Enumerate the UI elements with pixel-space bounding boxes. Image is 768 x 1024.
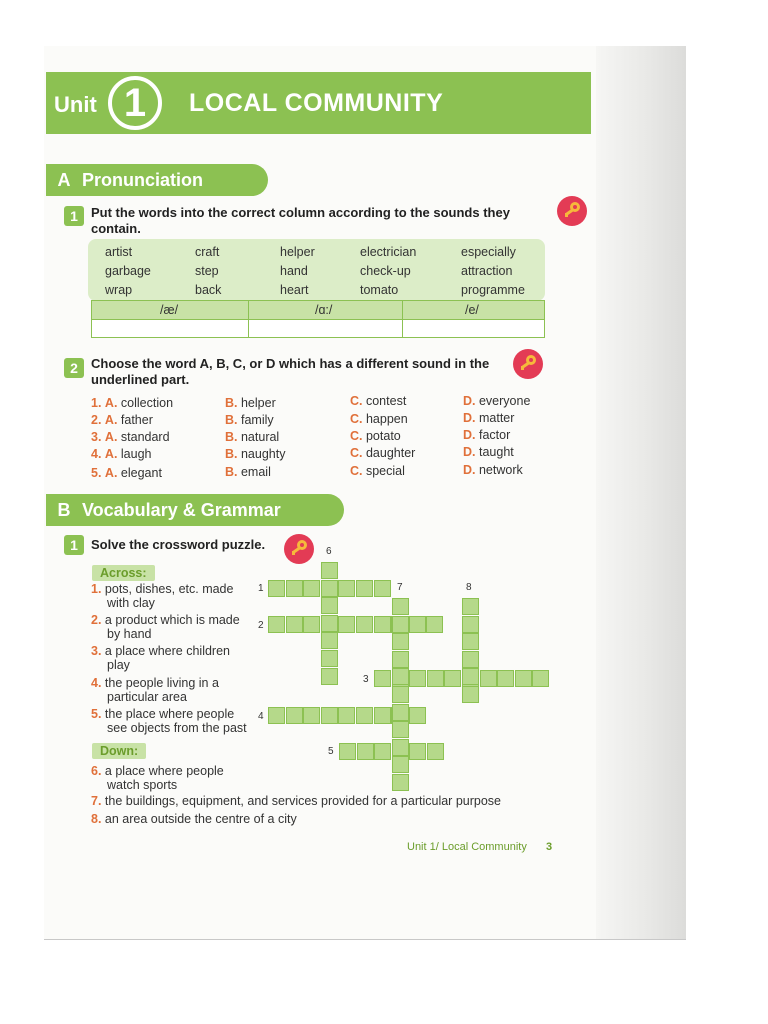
option-row[interactable]: 2. A. father: [91, 413, 153, 427]
section-a-letter: A: [57, 170, 71, 190]
section-a-title: Pronunciation: [82, 170, 203, 190]
clue-across-3: 3. a place where children play: [91, 644, 230, 672]
crossword-cell[interactable]: [462, 616, 479, 633]
crossword-cell[interactable]: [392, 756, 409, 773]
option-d[interactable]: D. factor: [463, 428, 511, 442]
word: heart: [280, 283, 309, 297]
option-row[interactable]: 5. A. elegant: [91, 466, 162, 480]
crossword-cell[interactable]: [392, 633, 409, 650]
crossword-cell[interactable]: [321, 580, 338, 597]
crossword-cell[interactable]: [392, 704, 409, 721]
section-b-title: Vocabulary & Grammar: [82, 500, 281, 520]
option-row[interactable]: 1. A. collection: [91, 396, 174, 410]
sound-column-a-long: /ɑ:/: [315, 303, 333, 317]
crossword-cell[interactable]: [392, 598, 409, 615]
option-b[interactable]: B. natural: [225, 430, 280, 444]
word: artist: [105, 245, 133, 259]
option-row[interactable]: 4. A. laugh: [91, 447, 152, 461]
word: tomato: [360, 283, 399, 297]
crossword-cell[interactable]: [321, 597, 338, 614]
crossword-cell[interactable]: [409, 616, 426, 633]
word: step: [195, 264, 219, 278]
crossword-cell[interactable]: [268, 616, 285, 633]
option-d[interactable]: D. taught: [463, 445, 514, 459]
crossword-cell[interactable]: [374, 616, 391, 633]
crossword-cell[interactable]: [480, 670, 497, 687]
crossword-cell[interactable]: [392, 616, 409, 633]
word: electrician: [360, 245, 417, 259]
crossword-cell[interactable]: [356, 580, 373, 597]
unit-title: LOCAL COMMUNITY: [189, 89, 444, 117]
crossword-cell[interactable]: [462, 598, 479, 615]
section-b-letter: B: [57, 500, 71, 520]
crossword-cell[interactable]: [338, 616, 355, 633]
exercise-a2-number: 2: [64, 358, 84, 378]
crossword-cell[interactable]: [339, 743, 356, 760]
crossword-cell[interactable]: [392, 668, 409, 685]
crossword-cell[interactable]: [444, 670, 461, 687]
crossword-cell[interactable]: [321, 615, 338, 632]
crossword-cell[interactable]: [392, 774, 409, 791]
crossword-cell[interactable]: [303, 616, 320, 633]
clue-across-2: 2. a product which is made by hand: [91, 613, 240, 641]
crossword-cell[interactable]: [427, 743, 444, 760]
exercise-a1-instruction: Put the words into the correct column according to the sounds they contain.: [91, 205, 510, 236]
crossword-cell[interactable]: [409, 743, 426, 760]
crossword-cell[interactable]: [338, 707, 355, 724]
clue-down-7: 7. the buildings, equipment, and services provided for a particular purpose: [91, 794, 501, 808]
crossword-cell[interactable]: [321, 632, 338, 649]
option-d[interactable]: D. network: [463, 463, 523, 477]
grid-number: 4: [258, 711, 264, 722]
option-b[interactable]: B. family: [225, 413, 274, 427]
crossword-cell[interactable]: [374, 743, 391, 760]
unit-label: Unit: [54, 92, 97, 117]
exercise-b1-number: 1: [64, 535, 84, 555]
crossword-cell[interactable]: [303, 707, 320, 724]
crossword-cell[interactable]: [357, 743, 374, 760]
word: wrap: [105, 283, 133, 297]
word: garbage: [105, 264, 151, 278]
crossword-cell[interactable]: [392, 721, 409, 738]
grid-number: 5: [328, 746, 334, 757]
option-b[interactable]: B. helper: [225, 396, 276, 410]
crossword-cell[interactable]: [426, 616, 443, 633]
crossword-cell[interactable]: [321, 668, 338, 685]
option-b[interactable]: B. naughty: [225, 447, 286, 461]
crossword-cell[interactable]: [268, 580, 285, 597]
crossword-cell[interactable]: [462, 686, 479, 703]
crossword-cell[interactable]: [374, 580, 391, 597]
crossword-cell[interactable]: [515, 670, 532, 687]
clue-across-1: 1. pots, dishes, etc. made with clay: [91, 582, 234, 610]
word: especially: [461, 245, 516, 259]
word: hand: [280, 264, 308, 278]
grid-number: 3: [363, 674, 369, 685]
crossword-cell[interactable]: [321, 650, 338, 667]
crossword-cell[interactable]: [409, 670, 426, 687]
grid-number: 7: [397, 582, 403, 593]
footer-text: Unit 1/ Local Community: [407, 841, 527, 853]
crossword-cell[interactable]: [286, 580, 303, 597]
crossword-cell[interactable]: [374, 670, 391, 687]
grid-number: 2: [258, 620, 264, 631]
crossword-cell[interactable]: [356, 707, 373, 724]
down-label: Down:: [92, 743, 146, 759]
crossword-cell[interactable]: [497, 670, 514, 687]
grid-number: 8: [466, 582, 472, 593]
crossword-cell[interactable]: [392, 651, 409, 668]
crossword-cell[interactable]: [321, 562, 338, 579]
exercise-b1-instruction: Solve the crossword puzzle.: [91, 537, 266, 552]
grid-number: 1: [258, 583, 264, 594]
word: back: [195, 283, 222, 297]
crossword-cell[interactable]: [356, 616, 373, 633]
option-c[interactable]: C. happen: [350, 412, 408, 426]
option-c[interactable]: C. special: [350, 464, 405, 478]
crossword-cell[interactable]: [392, 739, 409, 756]
option-d[interactable]: D. everyone: [463, 394, 531, 408]
option-c[interactable]: C. potato: [350, 429, 401, 443]
word: check-up: [360, 264, 411, 278]
crossword-cell[interactable]: [462, 633, 479, 650]
crossword-cell[interactable]: [286, 707, 303, 724]
crossword-cell[interactable]: [462, 651, 479, 668]
exercise-a2-instruction: Choose the word A, B, C, or D which has a different sound in the underlined part.: [91, 356, 490, 387]
word: craft: [195, 245, 220, 259]
crossword-cell[interactable]: [392, 686, 409, 703]
crossword-cell[interactable]: [338, 580, 355, 597]
clue-across-5: 5. the place where people see objects from the past: [91, 707, 247, 735]
crossword-cell[interactable]: [303, 580, 320, 597]
sound-column-ae: /æ/: [160, 303, 179, 317]
word: attraction: [461, 264, 513, 278]
crossword-cell[interactable]: [321, 707, 338, 724]
option-c[interactable]: C. daughter: [350, 446, 416, 460]
option-d[interactable]: D. matter: [463, 411, 515, 425]
unit-number: 1: [108, 76, 162, 130]
crossword-cell[interactable]: [286, 616, 303, 633]
clue-down-8: 8. an area outside the centre of a city: [91, 812, 297, 826]
clue-down-6: 6. a place where people watch sports: [91, 764, 224, 792]
sound-column-e: /e/: [465, 303, 479, 317]
clue-across-4: 4. the people living in a particular area: [91, 676, 219, 704]
crossword-cell[interactable]: [427, 670, 444, 687]
page-number: 3: [546, 841, 553, 853]
word: programme: [461, 283, 525, 297]
exercise-a1-number: 1: [64, 206, 84, 226]
crossword-cell[interactable]: [374, 707, 391, 724]
crossword-cell[interactable]: [409, 707, 426, 724]
crossword-cell[interactable]: [268, 707, 285, 724]
option-b[interactable]: B. email: [225, 465, 271, 479]
word: helper: [280, 245, 315, 259]
option-c[interactable]: C. contest: [350, 394, 407, 408]
crossword-cell[interactable]: [462, 668, 479, 685]
grid-number: 6: [326, 546, 332, 557]
option-row[interactable]: 3. A. standard: [91, 430, 170, 444]
crossword-cell[interactable]: [532, 670, 549, 687]
across-label: Across:: [92, 565, 155, 581]
